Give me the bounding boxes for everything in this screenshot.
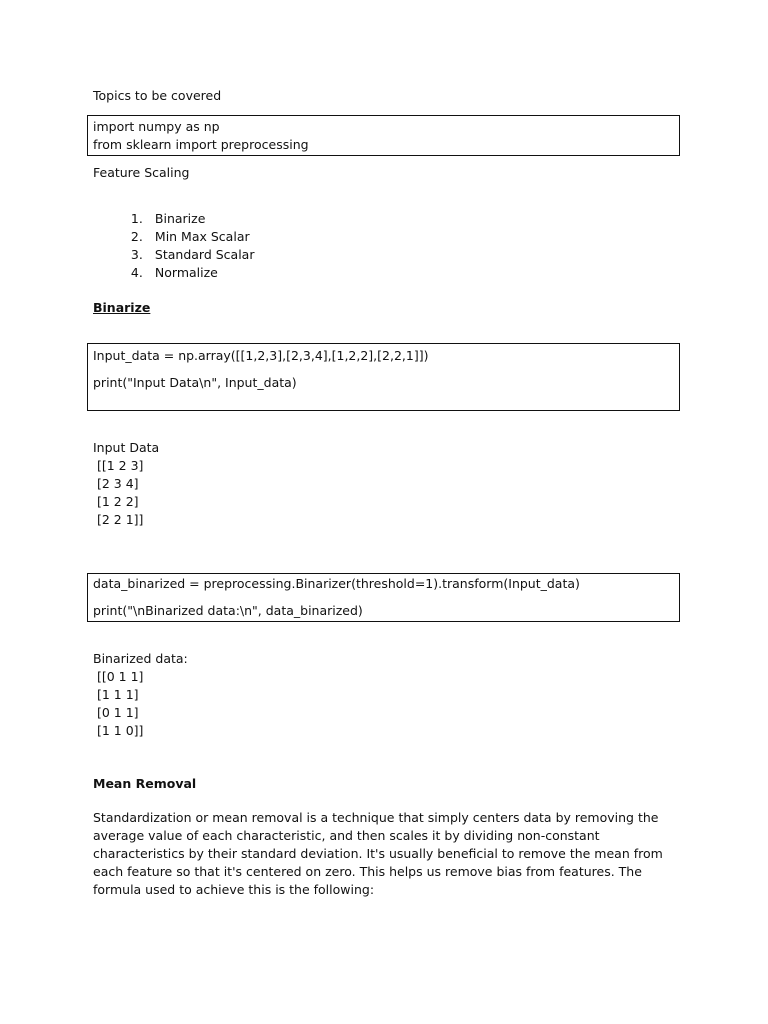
mean-removal-heading: Mean Removal	[93, 776, 197, 791]
list-number: 3.	[130, 247, 143, 262]
output-line: [1 1 1]	[93, 687, 139, 702]
output-line: [1 2 2]	[93, 494, 139, 509]
output-line: Input Data	[93, 440, 160, 455]
list-label: Min Max Scalar	[154, 229, 250, 244]
paragraph-line: Standardization or mean removal is a technique that simply centers data by removing the	[93, 810, 659, 825]
input-data-code-box	[87, 343, 680, 411]
list-item	[115, 246, 218, 300]
binarize-heading: Binarize	[93, 300, 151, 315]
code-line: print("\nBinarized data:\n", data_binarized)	[93, 603, 363, 618]
import-line: import numpy as np	[93, 119, 220, 134]
binarizer-code-box	[87, 573, 680, 622]
output-line: [[1 2 3]	[93, 458, 144, 473]
code-line: print("Input Data\n", Input_data)	[93, 375, 297, 390]
paragraph-line: formula used to achieve this is the following:	[93, 882, 375, 897]
list-number: 2.	[130, 229, 143, 244]
imports-code-box	[87, 115, 680, 156]
output-line: [[0 1 1]	[93, 669, 144, 684]
topics-title: Topics to be covered	[93, 88, 222, 103]
code-line: data_binarized = preprocessing.Binarizer(threshold=1).transform(Input_data)	[93, 576, 580, 591]
code-line: Input_data = np.array([[1,2,3],[2,3,4],[1,2,2],[2,2,1]])	[93, 348, 429, 363]
output-line: [0 1 1]	[93, 705, 139, 720]
output-line: [2 2 1]]	[93, 512, 144, 527]
import-line: from sklearn import preprocessing	[93, 137, 309, 152]
list-label: Standard Scalar	[154, 247, 255, 262]
paragraph-line: average value of each characteristic, and then scales it by dividing non-constant	[93, 828, 600, 843]
mean-removal-paragraph	[93, 809, 673, 899]
paragraph-line: characteristics by their standard deviation. It's usually beneficial to remove the mean from	[93, 846, 663, 861]
list-number: 4.	[130, 265, 143, 280]
output-line: [2 3 4]	[93, 476, 139, 491]
paragraph-line: each feature so that it's centered on zero. This helps us remove bias from features. The	[93, 864, 642, 879]
list-label: Binarize	[154, 211, 206, 226]
output-line: Binarized data:	[93, 651, 188, 666]
list-label: Normalize	[154, 265, 218, 280]
list-number: 1.	[130, 211, 143, 226]
output-line: [1 1 0]]	[93, 723, 144, 738]
feature-scaling-title: Feature Scaling	[93, 165, 190, 180]
